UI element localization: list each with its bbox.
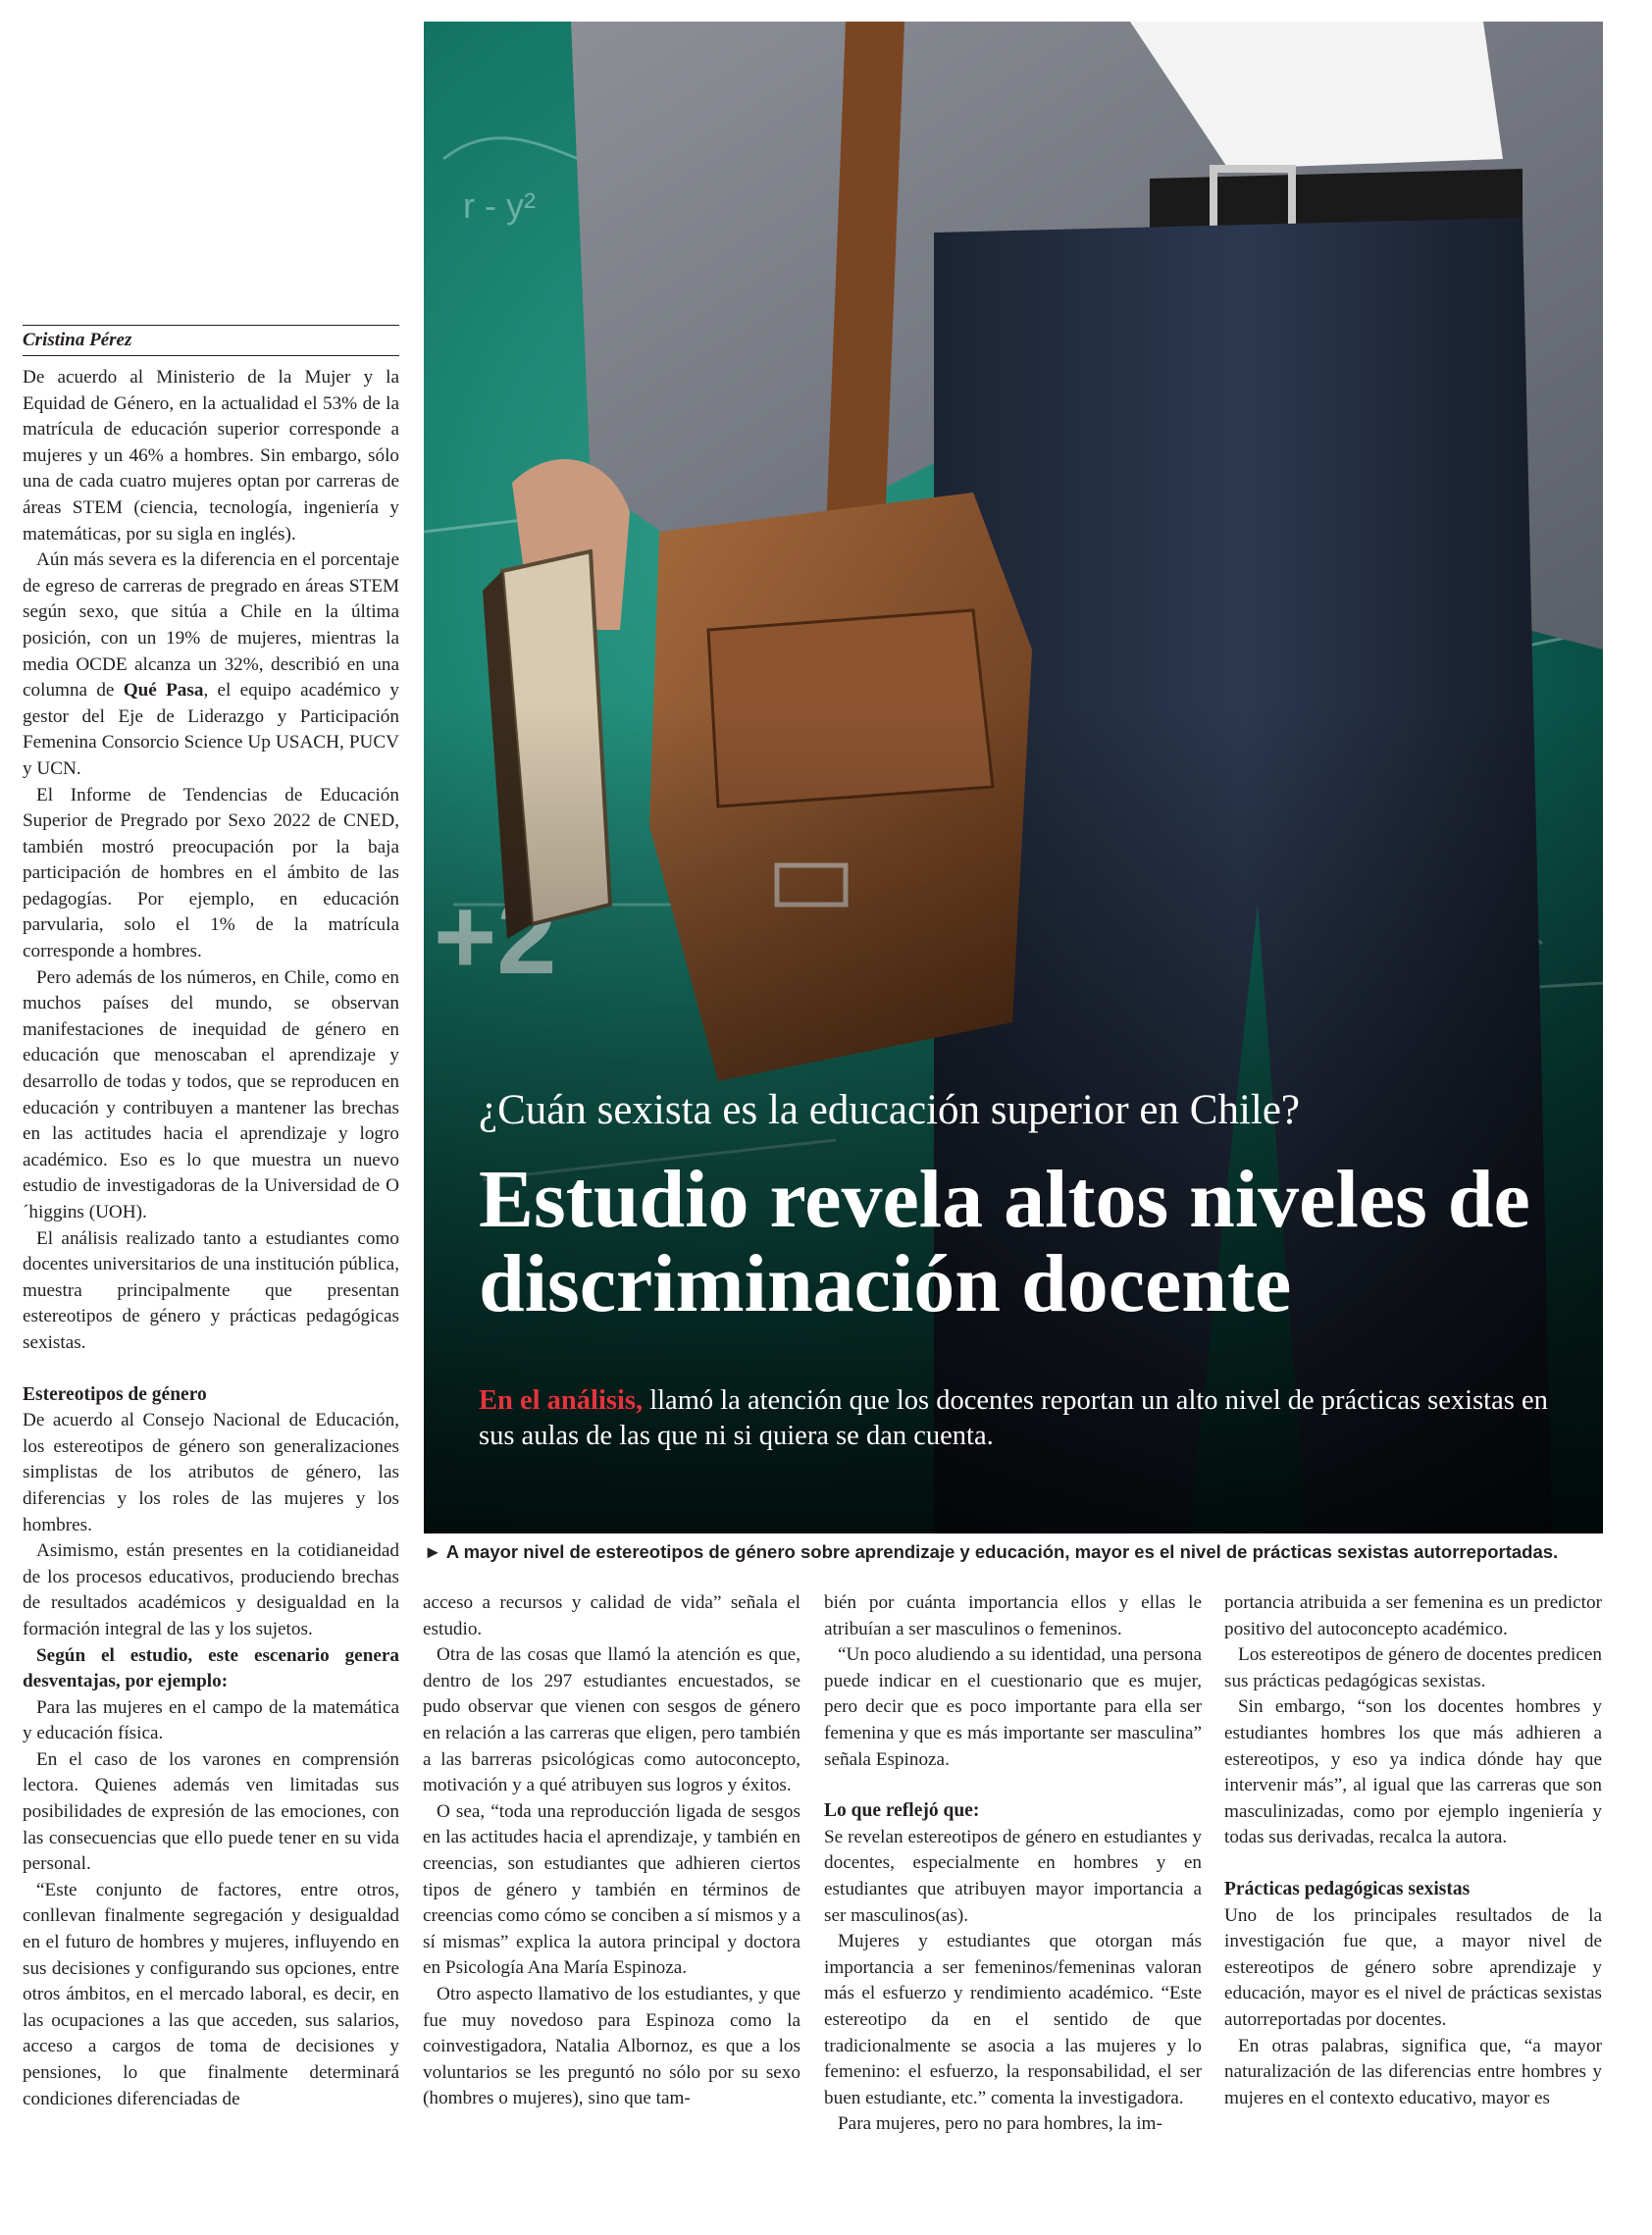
deck-text: llamó la atención que los docentes reportan un alto nivel de prácticas sexistas en sus aulas de las que ni si quiera se dan cuenta.	[479, 1385, 1548, 1451]
byline: Cristina Pérez	[23, 325, 399, 356]
paragraph: De acuerdo al Ministerio de la Mujer y la Equidad de Género, en la actualidad el 53% de la matrícula de educación superior corresponde a mujeres y un 46% a hombres. Sin embargo, sólo una de cada cuatro mujeres optan por carreras de áreas STEM (ciencia, tecnología, ingeniería y matemáticas, por su sigla en inglés).	[23, 367, 399, 545]
paragraph: Uno de los principales resultados de la investigación fue que, a mayor nivel de estereotipos de género sobre aprendizaje y educación, mayor es el nivel de prácticas sexistas autorreportadas por docentes.	[1224, 1904, 1602, 2030]
subhead-lo-que-reflejo: Lo que reflejó que:	[824, 1800, 980, 1822]
subhead-practicas: Prácticas pedagógicas sexistas	[1224, 1878, 1471, 1899]
paragraph: Los estereotipos de género de docentes predicen sus prácticas pedagógicas sexistas.	[1224, 1644, 1602, 1691]
paragraph: “Este conjunto de factores, entre otros, conllevan finalmente segregación y desigualdad en el futuro de hombres y mujeres, influyendo en sus decisiones y configurando sus opciones, entre otros ámbitos, en el mercado laboral, es decir, en las ocupaciones a las que acceden, sus salarios, acceso a cargos de toma de decisiones y pensiones, lo que finalmente determinará condiciones diferenciadas de	[23, 1879, 399, 2109]
paragraph: Aún más severa es la diferencia en el porcentaje de egreso de carreras de pregrado en áreas STEM según sexo, que sitúa a Chile en la última posición, con un 19% de mujeres, mientras la media OCDE alcanza un 32%, describió en una columna de Qué Pasa, el equipo académico y gestor del Eje de Liderazgo y Participación Femenina Consorcio Science Up USACH, PUCV y UCN.	[23, 549, 399, 779]
body-column-2	[423, 1590, 800, 2112]
kicker: ¿Cuán sexista es la educación superior en Chile?	[479, 1087, 1301, 1133]
paragraph: Pero además de los números, en Chile, como en muchos países del mundo, se observan manifestaciones de inequidad de género en educación que menoscaban el aprendizaje y desarrollo de todas y todos, que se reproducen en educación y contribuyen a mantener las brechas en las actitudes hacia el aprendizaje y logro académico. Eso es lo que muestra un nuevo estudio de investigadoras de la Universidad de O´higgins (UOH).	[23, 966, 399, 1222]
paragraph: De acuerdo al Consejo Nacional de Educación, los estereotipos de género son generalizaciones simplistas de los atributos de género, las diferencias y los roles de las mujeres y los hombres.	[23, 1410, 399, 1535]
paragraph: Otra de las cosas que llamó la atención es que, dentro de los 297 estudiantes encuestados, se pudo observar que vienen con sesgos de género en relación a las carreras que eligen, pero también a las barreras psicológicas como autoconcepto, motivación y a qué atribuyen sus logros y éxitos.	[423, 1644, 800, 1796]
paragraph: Para las mujeres en el campo de la matemática y educación física.	[23, 1696, 399, 1744]
hero-photo	[424, 22, 1603, 1533]
paragraph: Se revelan estereotipos de género en estudiantes y docentes, especialmente en hombres y en estudiantes que atribuyen mayor importancia a ser masculinos(as).	[824, 1826, 1202, 1926]
paragraph: Para mujeres, pero no para hombres, la im-	[838, 2113, 1162, 2135]
deck-lead: En el análisis,	[479, 1385, 644, 1416]
body-column-3	[824, 1590, 1202, 2138]
paragraph: “Un poco aludiendo a su identidad, una persona puede indicar en el cuestionario que es mujer, pero decir que es poco importante para ella ser femenina y que es más importante ser masculina” señala Espinoza.	[824, 1644, 1202, 1770]
paragraph: En el caso de los varones en comprensión lectora. Quienes además ven limitadas sus posibilidades de expresión de las emociones, con las consecuencias que ello puede tener en su vida personal.	[23, 1748, 399, 1875]
paragraph: acceso a recursos y calidad de vida” señala el estudio.	[423, 1592, 800, 1639]
paragraph: O sea, “toda una reproducción ligada de sesgos en las actitudes hacia el aprendizaje, y también en creencias, son estudiantes que adhieren ciertos tipos de género y también en términos de creencias como cómo se conciben a sí mismos y a sí mismas” explica la autora principal y doctora en Psicología Ana María Espinoza.	[423, 1800, 800, 1979]
deck	[479, 1383, 1568, 1454]
paragraph: Asimismo, están presentes en la cotidianeidad de los procesos educativos, produciendo brechas de resultados académicos y desigualdad en la formación integral de las y los sujetos.	[23, 1540, 399, 1639]
paragraph: Sin embargo, “son los docentes hombres y estudiantes hombres los que más adhieren a estereotipos, y eso ya indica dónde hay que intervenir más”, al igual que las carreras que son masculinizadas, como por ejemplo ingeniería y todas sus derivadas, recalca la autora.	[1224, 1696, 1602, 1848]
caption-arrow-icon: ►	[424, 1541, 442, 1562]
paragraph: Otro aspecto llamativo de los estudiantes, y que fue muy novedoso para Espinoza como la coinvestigadora, Natalia Albornoz, es que a los voluntarios se les preguntó no sólo por su sexo (hombres o mujeres), sino que tam-	[423, 1983, 800, 2109]
subhead-estereotipos: Estereotipos de género	[23, 1383, 207, 1405]
body-column-1	[23, 365, 399, 2112]
headline: Estudio revela altos niveles de discriminación docente	[479, 1154, 1530, 1329]
paragraph: El Informe de Tendencias de Educación Superior de Pregrado por Sexo 2022 de CNED, también mostró preocupación por la baja participación de hombres en el ámbito de las pedagogías. Por ejemplo, en educación parvularia, solo el 1% de la matrícula corresponde a hombres.	[23, 784, 399, 962]
paragraph: En otras palabras, significa que, “a mayor naturalización de las diferencias entre hombres y mujeres en el contexto educativo, mayor es	[1224, 2035, 1602, 2108]
publication-name: Qué Pasa	[123, 680, 204, 702]
photo-caption: ► A mayor nivel de estereotipos de género sobre aprendizaje y educación, mayor es el nivel de prácticas sexistas autorreportadas.	[424, 1541, 1559, 1562]
paragraph: El análisis realizado tanto a estudiantes como docentes universitarios de una institución pública, muestra principalmente que presentan estereotipos de género y prácticas pedagógicas sexistas.	[23, 1227, 399, 1353]
paragraph: Mujeres y estudiantes que otorgan más importancia a ser femeninos/femeninas valoran más el esfuerzo y rendimiento académico. “Este estereotipo da en el sentido de que tradicionalmente se asocia a las mujeres y lo femenino: el esfuerzo, la responsabilidad, el ser buen estudiante, etc.” comenta la investigadora.	[824, 1931, 1202, 2108]
paragraph: bién por cuánta importancia ellos y ellas le atribuían a ser masculinos o femeninos.	[824, 1592, 1202, 1639]
body-column-4	[1224, 1590, 1602, 2111]
paragraph-bold: Según el estudio, este escenario genera desventajas, por ejemplo:	[23, 1644, 399, 1692]
paragraph: portancia atribuida a ser femenina es un predictor positivo del autoconcepto académico.	[1224, 1592, 1602, 1639]
